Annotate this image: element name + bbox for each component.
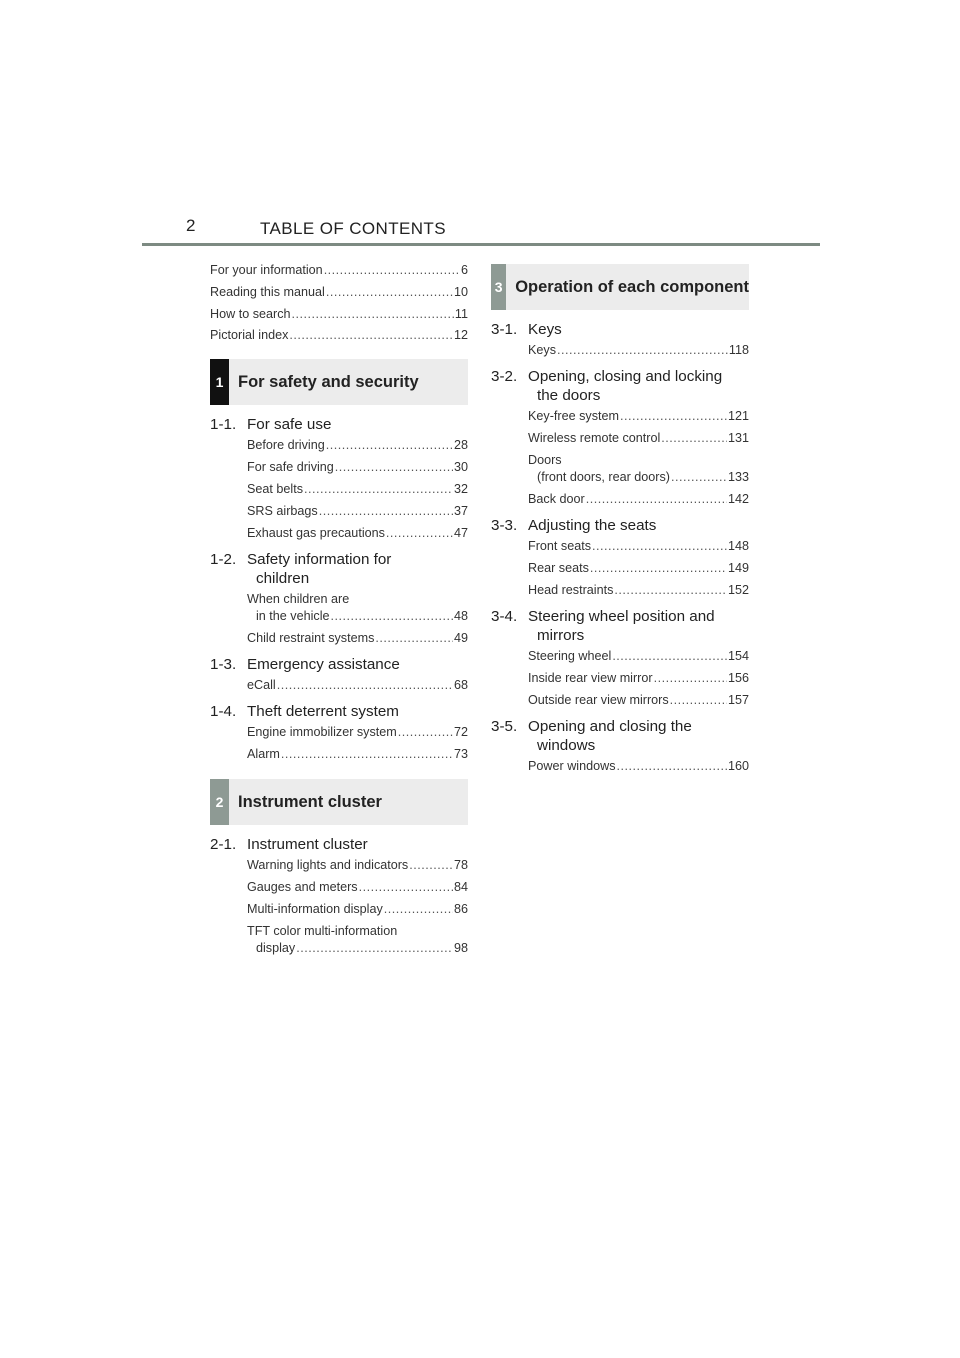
toc-item[interactable] bbox=[528, 408, 749, 425]
dot-leader bbox=[384, 901, 453, 918]
section-title-wrap bbox=[528, 607, 749, 645]
section-title-line2: windows bbox=[537, 737, 596, 754]
toc-item[interactable] bbox=[247, 459, 468, 476]
item-title: Head restraints bbox=[528, 583, 614, 597]
item-page: 48 bbox=[453, 609, 468, 624]
section-number: 3-2. bbox=[491, 368, 518, 385]
item-title: Inside rear view mirror bbox=[528, 671, 653, 685]
toc-right-column bbox=[491, 264, 749, 780]
item-title: TFT color multi-information bbox=[247, 924, 398, 939]
section-title-wrap bbox=[247, 835, 468, 854]
dot-leader bbox=[592, 538, 727, 555]
section-heading[interactable] bbox=[210, 655, 468, 674]
section-items bbox=[247, 437, 468, 542]
item-leader-row bbox=[247, 481, 468, 498]
item-title-line2: in the vehicle bbox=[256, 609, 330, 624]
item-leader-row bbox=[528, 670, 749, 687]
section-items bbox=[528, 408, 749, 508]
toc-section bbox=[491, 717, 749, 775]
toc-item[interactable] bbox=[247, 677, 468, 694]
item-page: 30 bbox=[453, 460, 468, 475]
item-title: Gauges and meters bbox=[247, 880, 358, 895]
item-page: 142 bbox=[727, 492, 749, 506]
item-leader-row bbox=[247, 746, 468, 763]
chapter-header[interactable] bbox=[210, 359, 468, 405]
item-title: Steering wheel bbox=[528, 649, 612, 663]
toc-item[interactable] bbox=[528, 538, 749, 555]
dot-leader bbox=[557, 342, 728, 359]
page-title: TABLE OF CONTENTS bbox=[260, 219, 446, 238]
toc-item[interactable] bbox=[247, 525, 468, 542]
item-page: 37 bbox=[453, 504, 468, 519]
dot-leader bbox=[386, 525, 453, 542]
item-title: When children are bbox=[247, 592, 350, 607]
section-title: Safety information for bbox=[247, 551, 392, 569]
item-page: 121 bbox=[727, 409, 749, 423]
toc-entry[interactable] bbox=[210, 282, 468, 304]
toc-item[interactable] bbox=[247, 591, 468, 625]
section-title-wrap bbox=[247, 655, 468, 674]
dot-leader bbox=[319, 503, 453, 520]
toc-item[interactable] bbox=[528, 452, 749, 486]
section-items bbox=[528, 648, 749, 709]
dot-leader bbox=[324, 260, 460, 280]
section-title: Steering wheel position and bbox=[528, 608, 715, 625]
item-page: 98 bbox=[453, 941, 468, 956]
item-leader-row bbox=[528, 430, 749, 447]
item-leader-row bbox=[247, 857, 468, 874]
item-page: 118 bbox=[728, 343, 749, 357]
section-title: Opening, closing and locking bbox=[528, 368, 723, 385]
item-page: 156 bbox=[727, 671, 749, 685]
section-heading[interactable] bbox=[210, 702, 468, 721]
item-page: 131 bbox=[727, 431, 749, 445]
chapter-header[interactable] bbox=[210, 779, 468, 825]
toc-section bbox=[210, 702, 468, 763]
dot-leader bbox=[326, 282, 453, 302]
item-page: 78 bbox=[453, 858, 468, 873]
dot-leader bbox=[670, 692, 727, 709]
toc-item[interactable] bbox=[528, 491, 749, 508]
section-title: Keys bbox=[528, 321, 562, 338]
section-title-line2: children bbox=[256, 570, 310, 588]
dot-leader bbox=[620, 408, 727, 425]
intro-list bbox=[210, 260, 468, 347]
section-heading[interactable] bbox=[491, 320, 749, 339]
toc-item[interactable] bbox=[247, 630, 468, 647]
item-title: Power windows bbox=[528, 759, 616, 773]
item-leader-row bbox=[247, 525, 468, 542]
section-heading[interactable] bbox=[491, 367, 749, 405]
toc-section bbox=[491, 516, 749, 599]
toc-item[interactable] bbox=[247, 879, 468, 896]
item-leader-row bbox=[528, 648, 749, 665]
toc-item[interactable] bbox=[247, 503, 468, 520]
toc-section bbox=[210, 835, 468, 957]
entry-title: Pictorial index bbox=[210, 328, 289, 343]
section-items bbox=[528, 538, 749, 599]
dot-leader bbox=[661, 430, 727, 447]
item-title: Keys bbox=[528, 343, 556, 357]
dot-leader bbox=[304, 481, 453, 498]
toc-item[interactable] bbox=[528, 692, 749, 709]
item-title: Key-free system bbox=[528, 409, 619, 423]
toc-section bbox=[491, 607, 749, 709]
entry-title: How to search bbox=[210, 306, 291, 321]
item-leader-row bbox=[528, 538, 749, 555]
item-title: Front seats bbox=[528, 539, 591, 553]
section-items bbox=[528, 342, 749, 359]
section-heading[interactable] bbox=[491, 717, 749, 755]
chapter-number-tab: 1 bbox=[210, 359, 229, 405]
chapter-title: Instrument cluster bbox=[238, 792, 382, 811]
item-title: Warning lights and indicators bbox=[247, 858, 409, 873]
dot-leader bbox=[375, 630, 453, 647]
item-title: Multi-information display bbox=[247, 902, 383, 917]
dot-leader bbox=[409, 857, 453, 874]
dot-leader bbox=[614, 582, 727, 599]
item-page: 157 bbox=[727, 693, 749, 707]
chapter-title: For safety and security bbox=[238, 372, 419, 391]
section-title-wrap bbox=[528, 367, 749, 405]
entry-page: 12 bbox=[453, 328, 468, 343]
item-title: Before driving bbox=[247, 438, 325, 453]
item-page: 32 bbox=[453, 482, 468, 497]
toc-item[interactable] bbox=[528, 430, 749, 447]
item-leader-row bbox=[247, 879, 468, 896]
section-title: Adjusting the seats bbox=[528, 517, 657, 534]
entry-page: 11 bbox=[454, 306, 468, 321]
toc-item[interactable] bbox=[528, 670, 749, 687]
item-leader-row bbox=[528, 342, 749, 359]
section-title: Instrument cluster bbox=[247, 836, 368, 854]
item-leader-row bbox=[247, 677, 468, 694]
page-number: 2 bbox=[186, 216, 196, 235]
item-leader-row bbox=[247, 724, 468, 741]
item-page: 49 bbox=[453, 631, 468, 646]
section-heading[interactable] bbox=[491, 607, 749, 645]
section-number: 1-2. bbox=[210, 551, 237, 569]
section-number: 3-4. bbox=[491, 608, 518, 625]
dot-leader bbox=[359, 879, 453, 896]
item-leader-row bbox=[247, 437, 468, 454]
entry-page: 6 bbox=[460, 263, 468, 277]
item-page: 47 bbox=[453, 526, 468, 541]
item-leader-row bbox=[528, 560, 749, 577]
item-title: Child restraint systems bbox=[247, 631, 375, 646]
toc-item[interactable] bbox=[247, 901, 468, 918]
item-title: Engine immobilizer system bbox=[247, 725, 397, 740]
entry-title: Reading this manual bbox=[210, 284, 325, 299]
dot-leader bbox=[335, 459, 453, 476]
section-number: 3-3. bbox=[491, 517, 518, 534]
section-heading[interactable] bbox=[210, 835, 468, 854]
section-title: Opening and closing the bbox=[528, 718, 692, 735]
item-title: eCall bbox=[247, 678, 276, 693]
section-title-wrap bbox=[528, 516, 749, 535]
toc-item[interactable] bbox=[247, 437, 468, 454]
item-title: Wireless remote control bbox=[528, 431, 661, 445]
section-title-wrap bbox=[247, 415, 468, 434]
item-leader-row bbox=[247, 630, 468, 647]
section-items bbox=[247, 724, 468, 763]
item-title: For safe driving bbox=[247, 460, 334, 475]
section-number: 2-1. bbox=[210, 836, 237, 854]
item-page: 148 bbox=[727, 539, 749, 553]
item-page: 84 bbox=[453, 880, 468, 895]
toc-entry[interactable] bbox=[210, 325, 468, 347]
item-leader-row bbox=[528, 758, 749, 775]
item-leader-row bbox=[247, 608, 468, 625]
item-leader-row bbox=[528, 692, 749, 709]
section-heading[interactable] bbox=[491, 516, 749, 535]
item-title: SRS airbags bbox=[247, 504, 318, 519]
toc-item[interactable] bbox=[528, 758, 749, 775]
header-rule bbox=[142, 243, 820, 246]
section-title: Emergency assistance bbox=[247, 656, 400, 674]
dot-leader bbox=[617, 758, 727, 775]
toc-section bbox=[210, 655, 468, 694]
item-title-line2: (front doors, rear doors) bbox=[537, 470, 670, 484]
toc-item[interactable] bbox=[528, 582, 749, 599]
toc-item[interactable] bbox=[247, 481, 468, 498]
chapter-title: Operation of each component bbox=[515, 277, 749, 296]
toc-item[interactable] bbox=[528, 342, 749, 359]
toc-left-column bbox=[210, 260, 468, 962]
toc-section bbox=[210, 550, 468, 647]
item-page: 72 bbox=[453, 725, 468, 740]
chapter-header[interactable] bbox=[491, 264, 749, 310]
section-number: 1-4. bbox=[210, 703, 237, 721]
toc-entry[interactable] bbox=[210, 304, 468, 326]
entry-title: For your information bbox=[210, 263, 323, 277]
section-title-line2: mirrors bbox=[537, 627, 585, 644]
section-items bbox=[247, 677, 468, 694]
section-items bbox=[247, 591, 468, 647]
section-title-wrap bbox=[528, 717, 749, 755]
item-page: 152 bbox=[727, 583, 749, 597]
item-page: 133 bbox=[727, 470, 749, 484]
dot-leader bbox=[654, 670, 727, 687]
item-title: Seat belts bbox=[247, 482, 304, 497]
item-page: 73 bbox=[453, 747, 468, 762]
item-page: 149 bbox=[727, 561, 749, 575]
dot-leader bbox=[590, 560, 727, 577]
item-title: Outside rear view mirrors bbox=[528, 693, 669, 707]
section-number: 1-3. bbox=[210, 656, 237, 674]
toc-item[interactable] bbox=[528, 560, 749, 577]
item-page: 68 bbox=[453, 678, 468, 693]
dot-leader bbox=[277, 677, 453, 694]
dot-leader bbox=[289, 325, 453, 345]
dot-leader bbox=[671, 469, 727, 486]
dot-leader bbox=[296, 940, 453, 957]
item-leader-row bbox=[247, 503, 468, 520]
section-title-wrap bbox=[528, 320, 749, 339]
section-items bbox=[247, 857, 468, 957]
section-heading[interactable] bbox=[210, 550, 468, 588]
section-title-line2: the doors bbox=[537, 387, 601, 404]
item-leader-row bbox=[528, 408, 749, 425]
item-page: 86 bbox=[453, 902, 468, 917]
section-number: 1-1. bbox=[210, 416, 237, 434]
toc-section bbox=[491, 367, 749, 508]
toc-section bbox=[210, 415, 468, 542]
item-leader-row bbox=[247, 901, 468, 918]
item-page: 160 bbox=[727, 759, 749, 773]
toc-entry[interactable] bbox=[210, 260, 468, 282]
toc-item[interactable] bbox=[247, 746, 468, 763]
item-title: Exhaust gas precautions bbox=[247, 526, 385, 541]
item-page: 28 bbox=[453, 438, 468, 453]
item-page: 154 bbox=[727, 649, 749, 663]
item-title-line2: display bbox=[256, 941, 296, 956]
section-title-wrap bbox=[247, 702, 468, 721]
toc-item[interactable] bbox=[528, 648, 749, 665]
toc-item[interactable] bbox=[247, 857, 468, 874]
dot-leader bbox=[612, 648, 727, 665]
section-title-wrap bbox=[247, 550, 468, 588]
chapter-number-tab: 3 bbox=[491, 264, 506, 310]
item-leader-row bbox=[247, 459, 468, 476]
item-title: Back door bbox=[528, 492, 585, 506]
dot-leader bbox=[281, 746, 453, 763]
section-number: 3-1. bbox=[491, 321, 518, 338]
item-title: Alarm bbox=[247, 747, 280, 762]
dot-leader bbox=[586, 491, 727, 508]
toc-item[interactable] bbox=[247, 724, 468, 741]
item-leader-row bbox=[528, 582, 749, 599]
item-title: Rear seats bbox=[528, 561, 589, 575]
toc-item[interactable] bbox=[247, 923, 468, 957]
dot-leader bbox=[326, 437, 453, 454]
item-leader-row bbox=[247, 940, 468, 957]
dot-leader bbox=[331, 608, 453, 625]
chapter-number-tab: 2 bbox=[210, 779, 229, 825]
toc-section bbox=[491, 320, 749, 359]
dot-leader bbox=[292, 304, 454, 324]
section-title: For safe use bbox=[247, 416, 332, 434]
section-number: 3-5. bbox=[491, 718, 518, 735]
dot-leader bbox=[398, 724, 453, 741]
item-title: Doors bbox=[528, 453, 562, 467]
item-leader-row bbox=[528, 469, 749, 486]
section-title: Theft deterrent system bbox=[247, 703, 399, 721]
item-leader-row bbox=[528, 491, 749, 508]
section-items bbox=[528, 758, 749, 775]
section-heading[interactable] bbox=[210, 415, 468, 434]
entry-page: 10 bbox=[453, 284, 468, 299]
